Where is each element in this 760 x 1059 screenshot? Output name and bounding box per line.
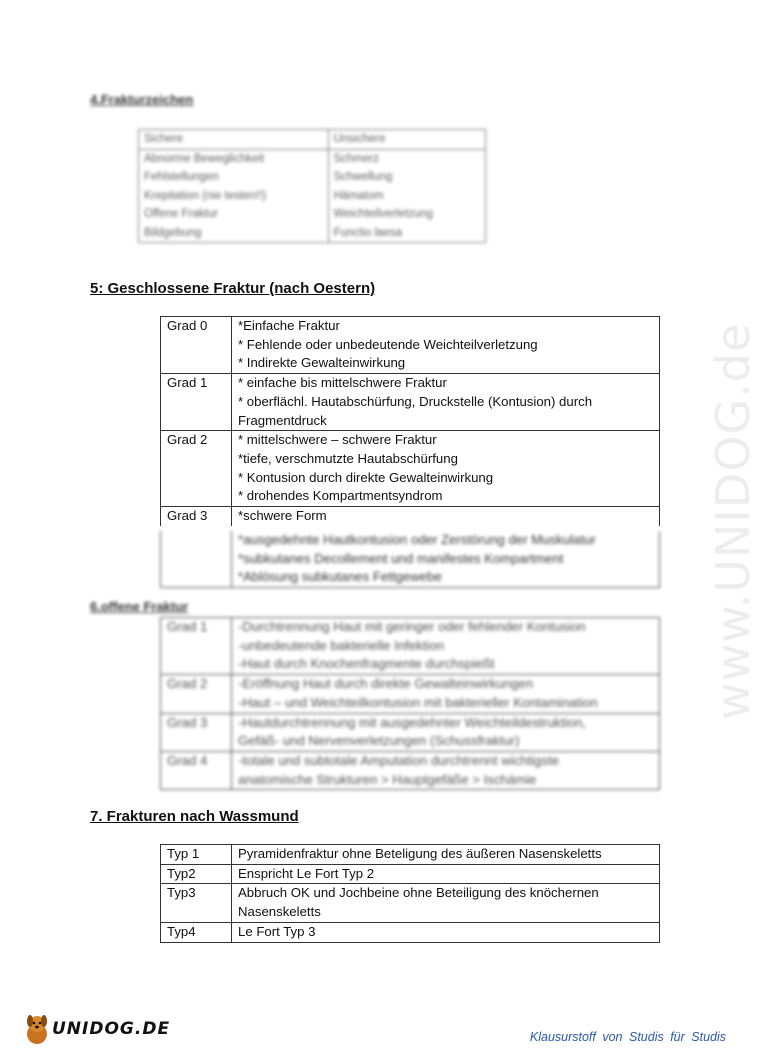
table-row [161, 864, 660, 884]
closed-fracture-table [160, 316, 660, 526]
description-line: -Haut – und Weichteilkontusion mit bakterieller Kontamination [238, 694, 598, 710]
table-row [139, 187, 486, 206]
description-line: -Hautdurchtrennung mit ausgedehnter Weichteildestruktion, [238, 714, 586, 730]
description-line: -totale und subtotale Amputation durchtrennt wichtigste [238, 752, 560, 768]
description-line: Abbruch OK und Jochbeine ohne Beteiligung des knöchernen [238, 885, 599, 901]
table-row [161, 531, 660, 588]
grade-cell: Grad 1 [161, 618, 232, 675]
section-7-heading: 7. Frakturen nach Wassmund [90, 808, 299, 825]
table-cell: Abnorme Beweglichkeit [139, 149, 329, 168]
grade-cell: Grad 3 [161, 713, 232, 751]
description-cell [232, 317, 660, 374]
description-line: -Haut durch Knochenfragmente durchspießt [238, 656, 495, 672]
description-cell [232, 531, 660, 588]
description-line: -Durchtrennung Haut mit geringer oder fehlender Kontusion [238, 619, 586, 634]
table-row [161, 713, 660, 751]
description-line: * Fehlende oder unbedeutende Weichteilverletzung [238, 336, 538, 352]
description-line: *ausgedehnte Hautkontusion oder Zerstörung der Muskulatur [238, 532, 596, 547]
description-line: * drohendes Kompartmentsyndrom [238, 488, 443, 504]
fracture-signs-table [138, 129, 486, 243]
description-line: *schwere Form [238, 508, 327, 524]
wassmund-table [160, 844, 660, 943]
table-row [161, 884, 660, 922]
description-cell [232, 922, 660, 942]
description-line: Fragmentdruck [238, 412, 327, 428]
watermark: www.UNIDOG.de [706, 322, 760, 720]
description-line: * mittelschwere – schwere Fraktur [238, 432, 437, 448]
table-row [139, 149, 486, 168]
description-line: *tiefe, verschmutzte Hautabschürfung [238, 450, 458, 466]
type-cell: Typ 1 [161, 845, 232, 865]
description-line: * Kontusion durch direkte Gewalteinwirkung [238, 469, 494, 485]
table-cell: Hämatom [328, 187, 485, 206]
type-cell: Typ3 [161, 884, 232, 922]
table-cell: Krepitation (nie testen!!) [139, 187, 329, 206]
description-line: * oberflächl. Hautabschürfung, Druckstelle (Kontusion) durch [238, 393, 593, 409]
description-cell [232, 751, 660, 789]
type-cell: Typ2 [161, 864, 232, 884]
dog-icon [22, 1012, 52, 1046]
grade-cell: Grad 3 [161, 507, 232, 526]
table-row [139, 168, 486, 187]
table-cell: Functio laesa [328, 224, 485, 243]
grade-cell: Grad 0 [161, 317, 232, 374]
open-fracture-table [160, 617, 660, 790]
table-row [161, 507, 660, 526]
grade-cell: Grad 1 [161, 374, 232, 431]
table-row [161, 317, 660, 374]
description-line: -Eröffnung Haut durch direkte Gewalteinwirkungen [238, 676, 534, 692]
section-5-heading: 5: Geschlossene Fraktur (nach Oestern) [90, 280, 376, 297]
description-cell [232, 374, 660, 431]
description-line: * einfache bis mittelschwere Fraktur [238, 375, 447, 391]
logo-text: UNIDOG.DE [52, 1019, 171, 1039]
unidog-logo[interactable] [22, 1012, 170, 1046]
description-cell [232, 618, 660, 675]
description-cell [232, 713, 660, 751]
description-line: Gefäß- und Nervenverletzungen (Schussfraktur) [238, 733, 520, 749]
description-line: *Einfache Fraktur [238, 318, 340, 333]
type-cell: Typ4 [161, 922, 232, 942]
description-cell [232, 884, 660, 922]
description-line: Enspricht Le Fort Typ 2 [238, 865, 375, 881]
closed-fracture-table-continued [160, 531, 660, 588]
description-line: -unbedeutende bakterielle Infektion [238, 637, 445, 653]
description-cell [232, 507, 660, 526]
description-line: Le Fort Typ 3 [238, 923, 316, 939]
table-cell: Bildgebung [139, 224, 329, 243]
table-cell: Schmerz [328, 149, 485, 168]
table-row [161, 751, 660, 789]
description-line: Pyramidenfraktur ohne Beteligung des äußeren Nasenskeletts [238, 846, 602, 861]
table-row [161, 845, 660, 865]
description-line: anatomische Strukturen > Hauptgefäße > Ischämie [238, 771, 537, 787]
section-4-heading: 4.Frakturzeichen [90, 92, 194, 107]
description-line: * Indirekte Gewalteinwirkung [238, 355, 406, 371]
description-cell [232, 845, 660, 865]
table-row [139, 205, 486, 224]
table-cell: Fehlstellungen [139, 168, 329, 187]
table-row [161, 675, 660, 713]
table-row [161, 431, 660, 507]
table-cell: Weichteilverletzung [328, 205, 485, 224]
section-6-heading: 6.offene Fraktur [90, 599, 189, 614]
table-row [139, 224, 486, 243]
table-cell: Schwellung [328, 168, 485, 187]
header-cell: Sichere [139, 130, 329, 150]
header-cell: Unsichere [328, 130, 485, 150]
description-line: *Ablösung subkutanes Fettgewebe [238, 569, 442, 585]
description-line: *subkutanes Decollement und manifestes Kompartment [238, 550, 564, 566]
grade-cell: Grad 4 [161, 751, 232, 789]
description-cell [232, 864, 660, 884]
description-cell [232, 431, 660, 507]
description-cell [232, 675, 660, 713]
table-row [161, 374, 660, 431]
grade-cell: Grad 2 [161, 675, 232, 713]
grade-cell: Grad 2 [161, 431, 232, 507]
description-line: Nasenskeletts [238, 904, 321, 920]
table-row [161, 922, 660, 942]
table-row [161, 618, 660, 675]
table-header-row [139, 130, 486, 150]
grade-cell [161, 531, 232, 588]
table-cell: Offene Fraktur [139, 205, 329, 224]
footer-tagline: Klausurstoff von Studis für Studis [529, 1030, 726, 1044]
